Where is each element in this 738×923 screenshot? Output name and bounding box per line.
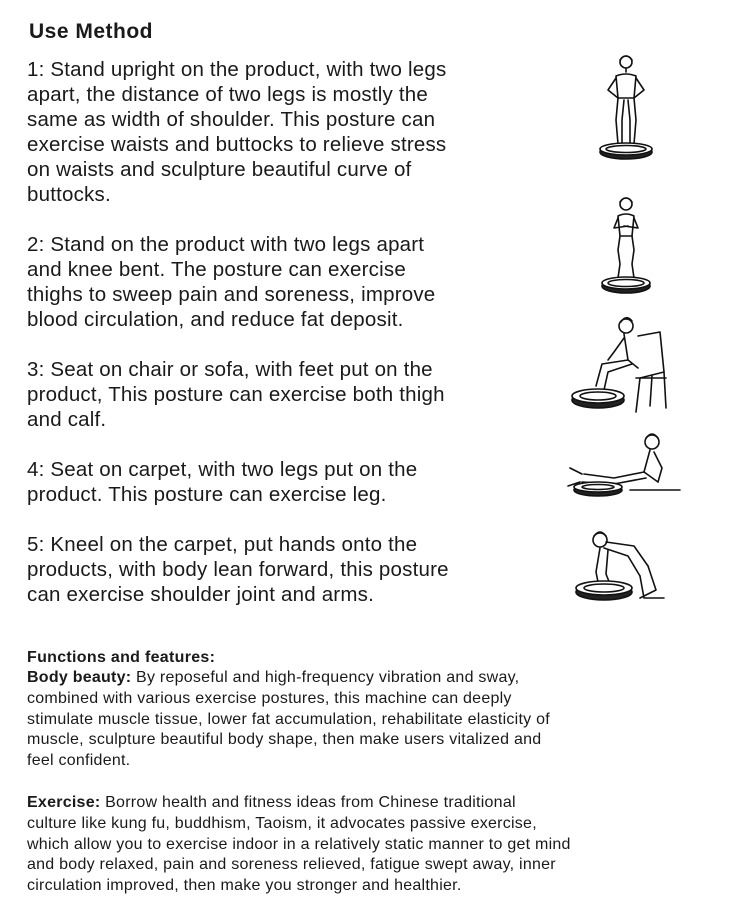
step-line: buttocks. xyxy=(27,183,111,206)
step-1-text xyxy=(27,57,557,207)
step-5-text xyxy=(27,532,557,607)
para-line: Borrow health and fitness ideas from Chinese traditional xyxy=(100,793,516,811)
features-title: Functions and features: xyxy=(27,649,216,666)
step-line: and knee bent. The posture can exercise xyxy=(27,258,406,281)
para-line: culture like kung fu, buddhism, Taoism, it advocates passive exercise, xyxy=(27,814,537,832)
step-line: product. This posture can exercise leg. xyxy=(27,483,387,506)
exercise-paragraph xyxy=(27,793,717,897)
step-line: on waists and sculpture beautiful curve of xyxy=(27,158,412,181)
step-line: 4: Seat on carpet, with two legs put on the xyxy=(27,458,418,481)
seated-floor-illustration xyxy=(560,430,685,505)
para-line: muscle, sculpture beautiful body shape, then make users vitalized and xyxy=(27,731,542,749)
step-line: 1: Stand upright on the product, with two legs xyxy=(27,58,447,81)
step-line: product, This posture can exercise both thigh xyxy=(27,383,445,406)
step-line: thighs to sweep pain and soreness, improve xyxy=(27,283,436,306)
standing-upright-illustration xyxy=(596,52,656,167)
step-line: 5: Kneel on the carpet, put hands onto the xyxy=(27,533,418,556)
kneeling-illustration xyxy=(570,526,670,611)
step-4-text xyxy=(27,457,557,507)
para-line: stimulate muscle tissue, lower fat accumulation, rehabilitate elasticity of xyxy=(27,710,550,728)
step-line: apart, the distance of two legs is mostly the xyxy=(27,83,428,106)
body-beauty-term: Body beauty: xyxy=(27,669,132,686)
step-line: products, with body lean forward, this posture xyxy=(27,558,449,581)
step-2-text xyxy=(27,232,557,332)
step-line: blood circulation, and reduce fat deposit. xyxy=(27,308,404,331)
para-line: By reposeful and high-frequency vibration and sway, xyxy=(131,669,520,686)
step-line: and calf. xyxy=(27,408,107,431)
step-line: can exercise shoulder joint and arms. xyxy=(27,583,374,606)
step-line: 3: Seat on chair or sofa, with feet put on the xyxy=(27,358,433,381)
para-line: feel confident. xyxy=(27,752,131,770)
para-line: combined with various exercise postures, this machine can deeply xyxy=(27,689,512,707)
exercise-term: Exercise: xyxy=(27,793,101,811)
standing-knees-bent-illustration xyxy=(596,194,656,299)
functions-features-section xyxy=(27,648,717,897)
use-method-heading: Use Method xyxy=(29,20,154,43)
step-3-text xyxy=(27,357,557,432)
para-line: which allow you to exercise indoor in a relatively static manner to get mind xyxy=(27,835,571,853)
para-line: circulation improved, then make you stronger and healthier. xyxy=(27,877,462,895)
step-line: 2: Stand on the product with two legs apart xyxy=(27,233,425,256)
step-line: exercise waists and buttocks to relieve stress xyxy=(27,133,447,156)
seated-chair-illustration xyxy=(566,312,676,417)
para-line: and body relaxed, pain and soreness relieved, fatigue swept away, inner xyxy=(27,856,556,874)
step-line: same as width of shoulder. This posture can xyxy=(27,108,436,131)
body-beauty-paragraph xyxy=(27,668,717,772)
